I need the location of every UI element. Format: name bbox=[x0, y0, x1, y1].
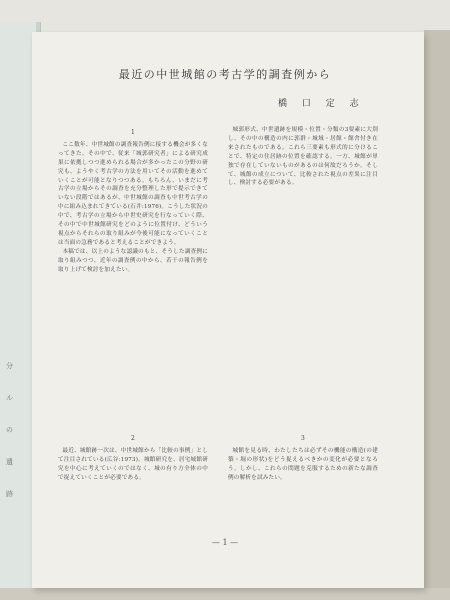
document-title: 最近の中世城館の考古学的調査例から bbox=[118, 68, 332, 81]
section-number: 3 bbox=[300, 435, 306, 442]
background-wall bbox=[0, 0, 450, 34]
adjacent-page-fragment: 跡 bbox=[6, 490, 14, 498]
adjacent-page-fragment: 分 bbox=[6, 362, 14, 370]
author-name: 橋 口 定 志 bbox=[278, 99, 365, 109]
section-number: 1 bbox=[130, 129, 136, 136]
paragraph: 本稿では、以上のような認識のもと、そうした調査例に取り組みつつ、近年の調査例の中から、若干の報告例を取り上げて検討を加えたい。 bbox=[58, 248, 208, 273]
body-column-left bbox=[58, 126, 208, 426]
body-column-right bbox=[228, 126, 378, 426]
background-right bbox=[424, 30, 450, 600]
paragraph: ここ数年、中世城館の調査報告例に接する機会が多くなってきた。その中で、従来「城郭研究者」による研究成果に依拠しつつ進められる場合が多かったこの分野の研究も、ようやく考古学の方法を用いてその活動を進めていくことが可能となりつつある。もちろん、いまだに考古学の立場からその調査を充分整理した形で提示できていない段階ではあるが、中世城館の調査も中世考古学の中に組み込まれてきている(石井:1976)。こうした状況の中で、考古学の立場から中世史研究を行なっていく際、その中で中世城館研究をどのように位置付け、どういう視点からそれらの取り組みが今後可能になっていくことは当面の急務であると考えることができよう。 bbox=[58, 141, 208, 246]
paragraph: 城郭形式、中世遺跡を規模・位置・分類の3要素に大別し、その中の構造の内に郭群・城域・居館・館舎付き在来されたものである。これら三要素も形式的に分けることで、特定の住居跡の位置を確認する。一方、城館が単独で存在していないものがあるのは何故だろうか。そして、城館の成立について、比較された視点の差異に注目し、検討する必要がある。 bbox=[228, 127, 378, 187]
paragraph: 最近、城館跡一次は、中世城館から「比較の事例」として注目されている(広谷:1973)。城館研究を、居宅城館研究を中心に考えていくのではなく、城の有り方全体の中で捉えていくことが必要である。 bbox=[58, 447, 208, 481]
body-column-right-lower bbox=[228, 432, 378, 528]
adjacent-page-fragment: 遺 bbox=[6, 458, 14, 466]
body-column-left-lower bbox=[58, 432, 208, 528]
adjacent-page-fragment: の bbox=[6, 426, 14, 434]
page-number: — 1 — bbox=[211, 538, 239, 547]
section-number: 2 bbox=[130, 435, 136, 442]
background-bottom bbox=[0, 588, 450, 600]
adjacent-page-fragment: ル bbox=[6, 394, 14, 402]
paragraph: 城館を見る時、わたしたちは必ずその機能の構造(の建築・堀の形状)をどう捉えるべきかの変化が必要となろう。しかし、これらの問題を克服するための新たな調査例の解析を試みたい。 bbox=[228, 447, 378, 481]
